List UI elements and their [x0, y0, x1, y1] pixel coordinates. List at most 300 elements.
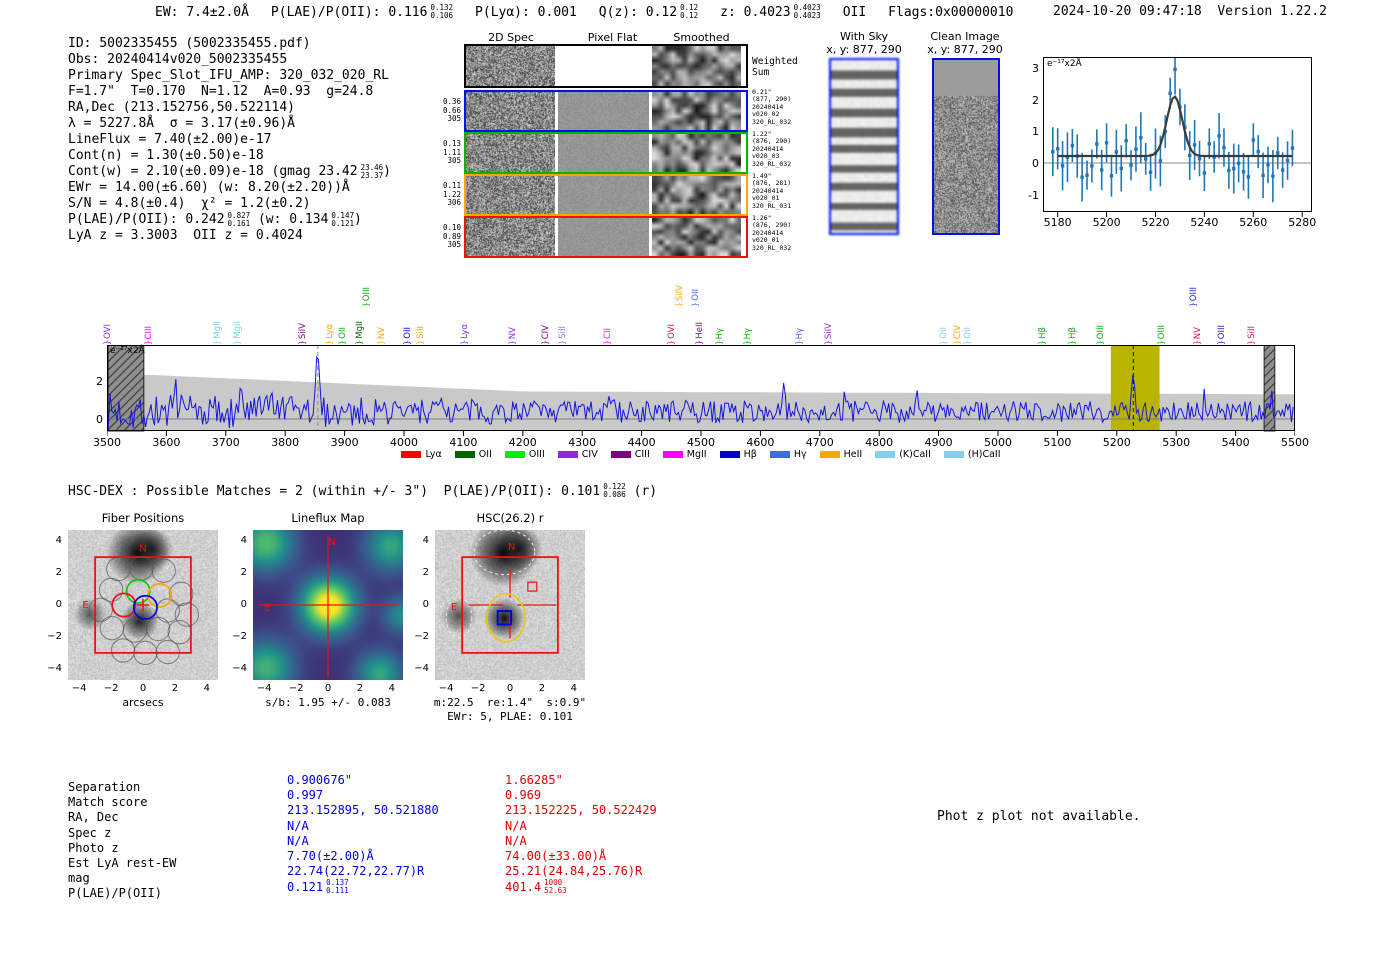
- line-label-SiII: SiII: [557, 326, 568, 339]
- line-label-OIII: OIII: [1216, 324, 1227, 339]
- pixelflat-image: [558, 92, 649, 130]
- svg-text:N: N: [328, 537, 336, 549]
- map-ytick: −4: [232, 662, 247, 674]
- map-xtick: 2: [356, 683, 364, 694]
- text-segment: [599, 4, 698, 20]
- fraction-stack: [228, 212, 251, 228]
- smoothed-image: [652, 46, 741, 86]
- text-segment: [383, 164, 391, 180]
- text-segment: [505, 803, 657, 817]
- fraction-hi: 0.827: [227, 211, 251, 220]
- map-ytick: 2: [240, 567, 247, 579]
- line-label-SiIV: SiIV: [298, 322, 309, 339]
- line-label-OII: OII: [338, 327, 348, 339]
- text-segment: [68, 36, 311, 52]
- text-segment: [475, 5, 577, 20]
- line-label-brace: {: [540, 340, 550, 345]
- legend-label: CIII: [634, 448, 650, 460]
- match-row-blue-value: [287, 834, 497, 849]
- text-segment: [271, 4, 453, 20]
- segment-text: (r): [625, 483, 658, 499]
- text-segment: [720, 4, 821, 20]
- legend-swatch: [820, 451, 840, 458]
- line-label-brace: {: [1189, 302, 1199, 307]
- match-row-red-value: [505, 849, 735, 864]
- map-xtick: 2: [171, 683, 179, 694]
- segment-text: 401.4: [505, 880, 542, 895]
- map-ytick: 4: [422, 535, 429, 547]
- legend-swatch: [401, 451, 421, 458]
- match-row-blue-value: [287, 864, 497, 879]
- spec2d-row: [464, 90, 748, 132]
- segment-text: ): [353, 212, 362, 227]
- fraction-hi: 0.4023: [793, 3, 821, 12]
- lineflux-caption: s/b: 1.95 +/- 0.083: [265, 696, 391, 709]
- spectrum-ylabel: e⁻¹⁷x2Å: [110, 346, 145, 356]
- fit-plot-ylabel: e⁻¹⁷x2Å: [1047, 59, 1082, 69]
- spec2d-row-right-labels: [752, 173, 807, 219]
- legend-item-(K)CaII: [875, 449, 931, 460]
- fit-plot-xtick: 5280: [1288, 216, 1317, 229]
- text-segment: [287, 864, 424, 878]
- fraction-hi: 1000: [544, 878, 563, 888]
- spectrum-xtick: 3600: [152, 436, 181, 449]
- line-label-OIII: OIII: [1156, 324, 1167, 339]
- spectrum-xtick: 4400: [627, 436, 656, 449]
- line-label-brace: {: [694, 340, 704, 345]
- info-line: [68, 164, 391, 180]
- text-segment: [505, 773, 563, 787]
- spectrum-xtick: 5100: [1043, 436, 1072, 449]
- line-label-brace: {: [674, 302, 684, 307]
- fraction-lo: 0.121: [331, 219, 354, 228]
- hsc-caption-2: EWr: 5, PLAE: 0.101: [447, 710, 573, 723]
- segment-text: F=1.7" T=0.170 N=1.12 A=0.93 g=24.8: [68, 84, 374, 99]
- line-label-brace: {: [1246, 340, 1256, 345]
- line-label-NV: NV: [1192, 326, 1203, 339]
- line-label-Lyα: Lyα: [324, 324, 335, 339]
- line-label-brace: {: [938, 340, 948, 345]
- segment-text: N/A: [287, 818, 309, 833]
- fraction-lo: 23.37: [360, 171, 384, 180]
- right-label: (876, 290): [752, 221, 792, 230]
- line-label-brace: {: [714, 340, 724, 345]
- line-label-brace: {: [102, 340, 112, 345]
- spectrum-xtick: 4500: [687, 436, 715, 449]
- map-xtick: 4: [570, 683, 578, 694]
- right-label: 320_RL_032: [752, 117, 792, 126]
- legend-swatch: [558, 451, 578, 458]
- spec2d-image: [466, 134, 555, 172]
- right-label: v020_01: [752, 236, 780, 245]
- segment-text: 0.997: [287, 788, 324, 803]
- line-label-Lyα: Lyα: [460, 324, 471, 339]
- info-line: [68, 180, 391, 196]
- text-segment: [68, 164, 383, 180]
- spec2d-row: [464, 216, 748, 258]
- legend-item-(H)CaII: [944, 449, 1001, 460]
- text-segment: [68, 132, 272, 148]
- info-line: [68, 212, 391, 228]
- spectrum-xtick: 5300: [1162, 436, 1191, 449]
- text-segment: [505, 788, 541, 802]
- text-segment: [68, 148, 264, 164]
- line-label-brace: {: [742, 340, 752, 345]
- text-segment: [843, 5, 866, 20]
- map-ytick: 4: [240, 535, 247, 547]
- clean-image-title-line: Clean Image: [930, 30, 1000, 43]
- line-label-NV: NV: [508, 326, 519, 339]
- lineflux-overlay: [253, 530, 403, 680]
- segment-text: Cont(w) = 2.10(±0.09)e-18 (gmag 23.42: [68, 164, 358, 179]
- right-label: (876, 281): [752, 179, 792, 188]
- right-label: 20240414: [752, 186, 784, 195]
- line-label-OII: OII: [963, 327, 974, 339]
- spec2d-row: [464, 132, 748, 174]
- line-label-Hγ: Hγ: [714, 327, 725, 339]
- with-sky-image: [829, 58, 899, 235]
- legend-item-MgII: [663, 449, 707, 460]
- spectrum-xtick: 5000: [984, 436, 1012, 449]
- map-xtick: −2: [103, 683, 119, 694]
- line-label-brace: {: [795, 340, 805, 345]
- fit-plot-ytick: 1: [1032, 125, 1039, 139]
- legend-item-Hγ: [770, 449, 807, 460]
- line-label-MgII: MgII: [212, 321, 223, 339]
- map-ytick: 0: [55, 599, 62, 610]
- segment-text: N/A: [287, 833, 309, 848]
- text-segment: [287, 803, 439, 817]
- match-row-blue-value: [287, 879, 497, 894]
- segment-text: (w: 0.134: [250, 212, 329, 227]
- info-line: [68, 228, 391, 244]
- segment-text: 0.969: [505, 788, 542, 803]
- fraction-hi: 0.12: [680, 3, 699, 12]
- segment-text: Obs: 20240414v020_5002335455: [68, 52, 288, 67]
- spectrum-xtick: 5200: [1102, 436, 1131, 449]
- text-segment: [68, 483, 626, 499]
- spectrum-xtick: 5400: [1221, 436, 1250, 449]
- match-row-red-value: [505, 864, 735, 879]
- fit-plot-ytick: -1: [1028, 188, 1039, 202]
- map-xtick: 0: [139, 683, 147, 694]
- spectrum-xtick: 3500: [93, 436, 121, 449]
- segment-text: ID: 5002335455 (5002335455.pdf): [68, 36, 311, 51]
- smoothed-image: [652, 92, 741, 130]
- segment-text: HSC-DEX : Possible Matches = 2 (within +/- 3") P(LAE)/P(OII): 0.101: [68, 483, 601, 499]
- line-label-brace: {: [460, 340, 470, 345]
- spectrum-xtick: 4700: [805, 436, 834, 449]
- match-row-red-value: [505, 803, 735, 818]
- map-xtick: 2: [538, 683, 546, 694]
- line-label-brace: {: [1156, 340, 1166, 345]
- fraction-stack: [361, 164, 384, 180]
- line-label-brace: {: [824, 340, 834, 345]
- svg-text:N: N: [507, 541, 516, 553]
- text-segment: [68, 196, 311, 212]
- spec2d-cell-blank: [558, 46, 649, 86]
- left-label: 0.89: [442, 231, 461, 241]
- line-label-brace: {: [212, 340, 222, 345]
- line-label-OIII: OIII: [1095, 324, 1106, 339]
- spec2d-row-left-labels: [434, 44, 461, 88]
- smoothed-image: [652, 176, 741, 214]
- match-row-label: Separation: [68, 780, 141, 794]
- line-label-brace: {: [602, 340, 612, 345]
- legend-label: Hβ: [743, 448, 757, 460]
- map-ytick: 0: [422, 599, 429, 610]
- line-label-SiIV: SiIV: [824, 322, 835, 339]
- text-segment: [250, 212, 354, 228]
- line-label-HeII: HeII: [695, 322, 705, 339]
- svg-text:E: E: [82, 600, 89, 612]
- detection-info-block: [68, 36, 391, 244]
- line-label-brace: {: [232, 340, 242, 345]
- line-label-brace: {: [557, 340, 567, 345]
- line-label-brace: {: [1067, 340, 1077, 345]
- fraction-lo: 0.106: [430, 11, 454, 20]
- legend-item-HeII: [820, 449, 863, 460]
- line-label-Hγ: Hγ: [742, 327, 753, 339]
- right-label: 0.21": [752, 88, 772, 96]
- fraction-hi: 0.137: [326, 878, 349, 888]
- line-label-brace: {: [144, 340, 154, 345]
- spectrum-xtick: 3800: [271, 436, 300, 449]
- map-ytick: 4: [55, 535, 62, 547]
- map-xtick: −4: [71, 683, 87, 694]
- spectrum-legend: [107, 448, 1295, 460]
- segment-text: Primary Spec_Slot_IFU_AMP: 320_032_020_RL: [68, 68, 389, 83]
- fraction-lo: 52.63: [544, 886, 567, 896]
- line-label-SiII: SiII: [416, 326, 427, 339]
- left-label: 305: [447, 156, 461, 166]
- left-label: 0.36: [442, 97, 461, 107]
- fraction-lo: 0.086: [603, 490, 626, 499]
- match-row-blue-value: [287, 819, 497, 834]
- info-line: [68, 100, 391, 116]
- right-label: (876, 290): [752, 137, 792, 146]
- spec2d-row-left-labels: [434, 216, 461, 258]
- svg-text:E: E: [264, 602, 271, 614]
- fit-plot-xtick: 5260: [1239, 216, 1268, 229]
- text-segment: [888, 5, 1013, 20]
- map-ytick: 2: [55, 567, 62, 579]
- fraction-stack: [544, 879, 567, 895]
- map-ytick: 2: [422, 567, 429, 579]
- info-line: [68, 68, 391, 84]
- legend-item-OIII: [505, 449, 545, 460]
- text-segment: [68, 100, 295, 116]
- segment-text: P(LAE)/P(OII): 0.242: [68, 212, 225, 227]
- spectrum-xtick: 4300: [568, 436, 597, 449]
- spectrum-xtick: 4100: [449, 436, 478, 449]
- spectrum-xtick: 4600: [746, 436, 775, 449]
- spectrum-line-labels: [102, 268, 1295, 345]
- right-label: 1.26": [752, 214, 772, 222]
- spectrum-svg: [107, 345, 1295, 437]
- line-label-brace: {: [416, 340, 426, 345]
- segment-text: OII: [842, 4, 867, 20]
- fraction-stack: [603, 483, 626, 499]
- legend-swatch: [663, 451, 683, 458]
- spec2d-image: [466, 218, 555, 256]
- pixelflat-image: [558, 218, 649, 256]
- segment-text: λ = 5227.8Å σ = 3.17(±0.96)Å: [68, 116, 295, 131]
- map-ytick: −2: [232, 630, 247, 642]
- with-sky-sub-line: x, y: 877, 290: [826, 43, 902, 56]
- line-label-Hβ: Hβ: [1068, 327, 1079, 339]
- match-row-label: RA, Dec: [68, 810, 119, 825]
- text-segment: [287, 849, 374, 863]
- text-segment: [354, 212, 362, 228]
- line-label-brace: {: [952, 340, 962, 345]
- line-label-CIV: CIV: [952, 324, 963, 339]
- legend-item-CIV: [558, 449, 598, 460]
- segment-text: EW: 7.4±2.0Å: [155, 4, 249, 20]
- segment-text: Flags:0x00000010: [888, 4, 1014, 20]
- map-ytick: −2: [414, 630, 429, 642]
- right-label: v020_03: [752, 152, 780, 161]
- segment-text: 0.900676": [287, 773, 353, 787]
- legend-label: (K)CaII: [899, 448, 931, 460]
- clean-image: [932, 58, 1000, 235]
- line-label-OIII: OIII: [361, 286, 372, 301]
- right-label: 20240414: [752, 144, 784, 153]
- right-label: 20240414: [752, 228, 784, 237]
- line-label-MgII: MgII: [232, 321, 243, 339]
- legend-label: Hγ: [793, 448, 807, 460]
- legend-item-OII: [455, 449, 492, 460]
- match-row-blue-value: [287, 788, 497, 803]
- match-row-label: P(LAE)/P(OII): [68, 886, 162, 901]
- legend-swatch: [944, 451, 964, 458]
- text-segment: [68, 52, 287, 68]
- right-label: 1.22": [752, 130, 772, 138]
- left-label: 0.66: [442, 105, 461, 115]
- fraction-hi: 0.132: [430, 3, 454, 12]
- segment-text: LineFlux = 7.40(±2.00)e-17: [68, 132, 272, 147]
- line-label-MgII: MgII: [354, 321, 365, 339]
- info-line: [68, 132, 391, 148]
- segment-text: z: 0.4023: [720, 4, 791, 20]
- pixelflat-image: [558, 134, 649, 172]
- right-label: v020_02: [752, 110, 780, 119]
- line-label-brace: {: [403, 340, 413, 345]
- line-label-CIII: CIII: [144, 325, 155, 339]
- fit-plot-xtick: 5220: [1141, 216, 1170, 229]
- photz-note: Phot z plot not available.: [937, 809, 1141, 824]
- info-line: [68, 196, 391, 212]
- match-row-label: Spec z: [68, 825, 112, 840]
- fraction-lo: 0.111: [326, 886, 349, 896]
- match-row-label: Est LyA rest-EW: [68, 856, 177, 870]
- match-row-label: mag: [68, 871, 90, 886]
- spectrum-xtick: 4200: [508, 436, 537, 449]
- spec2d-image: [466, 92, 555, 130]
- left-label: 1.11: [442, 147, 461, 157]
- line-label-SiII: SiII: [1246, 326, 1257, 339]
- spectrum-ytick: 0: [96, 413, 103, 426]
- spec2d-row-right-labels: [752, 43, 807, 91]
- text-segment: [68, 116, 295, 132]
- legend-swatch: [505, 451, 525, 458]
- match-row-label: Match score: [68, 795, 148, 810]
- map-xtick: −4: [438, 683, 454, 694]
- smoothed-image: [652, 134, 741, 172]
- line-label-brace: {: [354, 340, 364, 345]
- fiber-positions-overlay: [68, 530, 218, 680]
- map-ytick: −4: [47, 662, 62, 674]
- line-label-OIII: OIII: [1189, 286, 1200, 301]
- segment-text: N/A: [505, 833, 527, 848]
- line-label-NV: NV: [376, 326, 387, 339]
- text-segment: [626, 484, 657, 499]
- legend-label: CIV: [581, 448, 598, 460]
- map-title: Lineflux Map: [291, 511, 365, 525]
- segment-text: ): [383, 164, 391, 179]
- segment-text: Cont(n) = 1.30(±0.50)e-18: [68, 148, 264, 163]
- line-label-CII: CII: [602, 328, 613, 339]
- text-segment: [68, 212, 250, 228]
- segment-text: S/N = 4.8(±0.4) χ² = 1.2(±0.2): [68, 196, 311, 211]
- spectrum-xtick: 3900: [330, 436, 359, 449]
- fraction-stack: [430, 4, 453, 20]
- line-label-OII: OII: [691, 289, 702, 301]
- fiber-xlabel: arcsecs: [122, 696, 164, 709]
- hsc-dex-match-line: [68, 483, 657, 499]
- match-row-red-value: [505, 788, 735, 803]
- line-label-brace: {: [324, 340, 334, 345]
- map-ytick: −2: [47, 630, 62, 642]
- text-segment: [68, 68, 389, 84]
- with-sky-title-line: With Sky: [840, 30, 888, 43]
- hsc-caption-1: m:22.5 re:1.4" s:0.9": [433, 696, 587, 709]
- legend-label: OII: [478, 448, 492, 460]
- spectrum-xtick: 4000: [390, 436, 418, 449]
- line-label-CIV: CIV: [540, 324, 551, 339]
- legend-label: OIII: [528, 448, 545, 460]
- spec2d-image: [466, 176, 555, 214]
- text-segment: [68, 84, 373, 100]
- segment-text: 0.121: [287, 880, 324, 895]
- legend-swatch: [611, 451, 631, 458]
- line-label-brace: {: [298, 340, 308, 345]
- map-xtick: 4: [388, 683, 396, 694]
- match-row-blue-value: [287, 849, 497, 864]
- legend-swatch: [875, 451, 895, 458]
- line-label-brace: {: [1095, 340, 1105, 345]
- text-segment: [287, 834, 309, 848]
- fit-plot-xtick: 5180: [1043, 216, 1072, 229]
- fit-plot-ytick: 2: [1032, 93, 1039, 107]
- segment-text: RA,Dec (213.152756,50.522114): [68, 100, 295, 115]
- line-label-brace: {: [1216, 340, 1226, 345]
- clean-image-title: [915, 30, 1015, 56]
- fit-plot-ytick: 3: [1032, 62, 1039, 76]
- fraction-lo: 0.161: [227, 219, 251, 228]
- text-segment: [287, 773, 352, 787]
- spectrum-xtick: 4900: [924, 436, 953, 449]
- segment-text: 1.66285": [505, 773, 563, 787]
- map-xtick: −2: [288, 683, 304, 694]
- right-label: 320_RL_032: [752, 159, 792, 168]
- legend-swatch: [720, 451, 740, 458]
- spectrum-xtick: 3700: [211, 436, 240, 449]
- text-segment: [287, 879, 349, 895]
- match-row-red-value: [505, 879, 735, 894]
- line-label-brace: {: [1037, 340, 1047, 345]
- clean-image-sub-line: x, y: 877, 290: [927, 43, 1003, 56]
